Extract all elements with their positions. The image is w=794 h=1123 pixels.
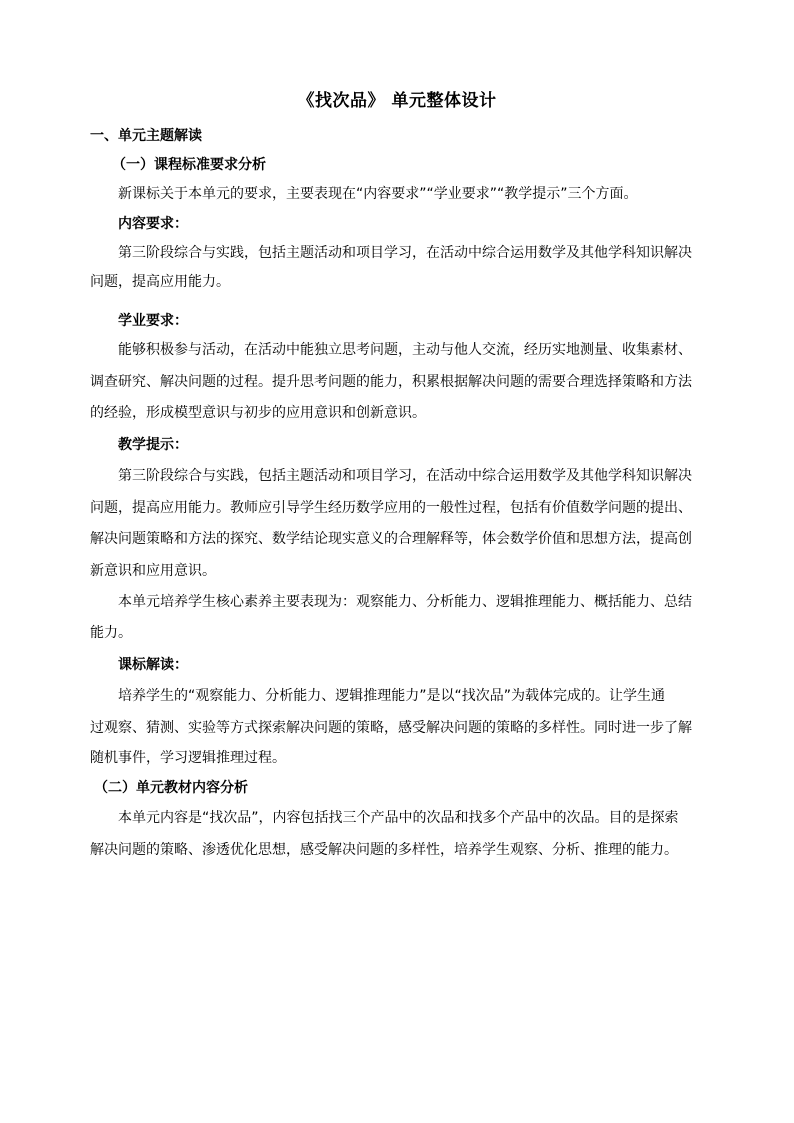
teach-line-4: 新意识和应用意识。 (90, 563, 216, 579)
std-line-3: 随机事件，学习逻辑推理过程。 (90, 750, 286, 766)
study-line-1: 能够积极参与活动，在活动中能独立思考问题，主动与他人交流，经历实地测量、收集素材、 (118, 342, 692, 358)
content-line-1: 第三阶段综合与实践，包括主题活动和项目学习，在活动中综合运用数学及其他学科知识解决 (118, 245, 692, 261)
heading-study-requirements: 学业要求： (118, 313, 188, 329)
document-title: 《找次品》 单元整体设计 (297, 91, 497, 111)
teach-line-1: 第三阶段综合与实践，包括主题活动和项目学习，在活动中综合运用数学及其他学科知识解决 (118, 468, 692, 484)
heading-content-requirements: 内容要求： (118, 216, 188, 232)
heading-teaching-tips: 教学提示： (118, 437, 188, 453)
paragraph-intro: 新课标关于本单元的要求，主要表现在“内容要求”“学业要求”“教学提示”三个方面。 (118, 186, 638, 202)
study-line-3: 的经验，形成模型意识与初步的应用意识和创新意识。 (90, 405, 426, 421)
std-line-2: 过观察、猜测、实验等方式探索解决问题的策略，感受解决问题的策略的多样性。同时进一步了解 (90, 720, 692, 736)
content-line-2: 问题，提高应用能力。 (90, 274, 230, 290)
section-heading-1: 一、单元主题解读 (90, 128, 202, 144)
teach-line-3: 解决问题策略和方法的探究、数学结论现实意义的合理解释等，体会数学价值和思想方法，提高创 (90, 531, 692, 547)
subsection-heading-2: （二）单元教材内容分析 (94, 780, 248, 796)
core-line-2: 能力。 (90, 625, 132, 641)
teach-line-2: 问题，提高应用能力。教师应引导学生经历数学应用的一般性过程，包括有价值数学问题的提出、 (90, 500, 692, 516)
subsection-heading-1: （一）课程标准要求分析 (112, 157, 266, 173)
heading-standards-interpretation: 课标解读： (118, 657, 188, 673)
material-line-1: 本单元内容是“找次品”，内容包括找三个产品中的次品和找多个产品中的次品。目的是探索 (118, 810, 679, 826)
study-line-2: 调查研究、解决问题的过程。提升思考问题的能力，积累根据解决问题的需要合理选择策略和方法 (90, 374, 692, 390)
std-line-1: 培养学生的“观察能力、分析能力、逻辑推理能力”是以“找次品”为载体完成的。让学生通 (118, 688, 666, 704)
material-line-2: 解决问题的策略、渗透优化思想，感受解决问题的多样性，培养学生观察、分析、推理的能力。 (90, 842, 678, 858)
core-line-1: 本单元培养学生核心素养主要表现为：观察能力、分析能力、逻辑推理能力、概括能力、总结 (118, 594, 692, 610)
